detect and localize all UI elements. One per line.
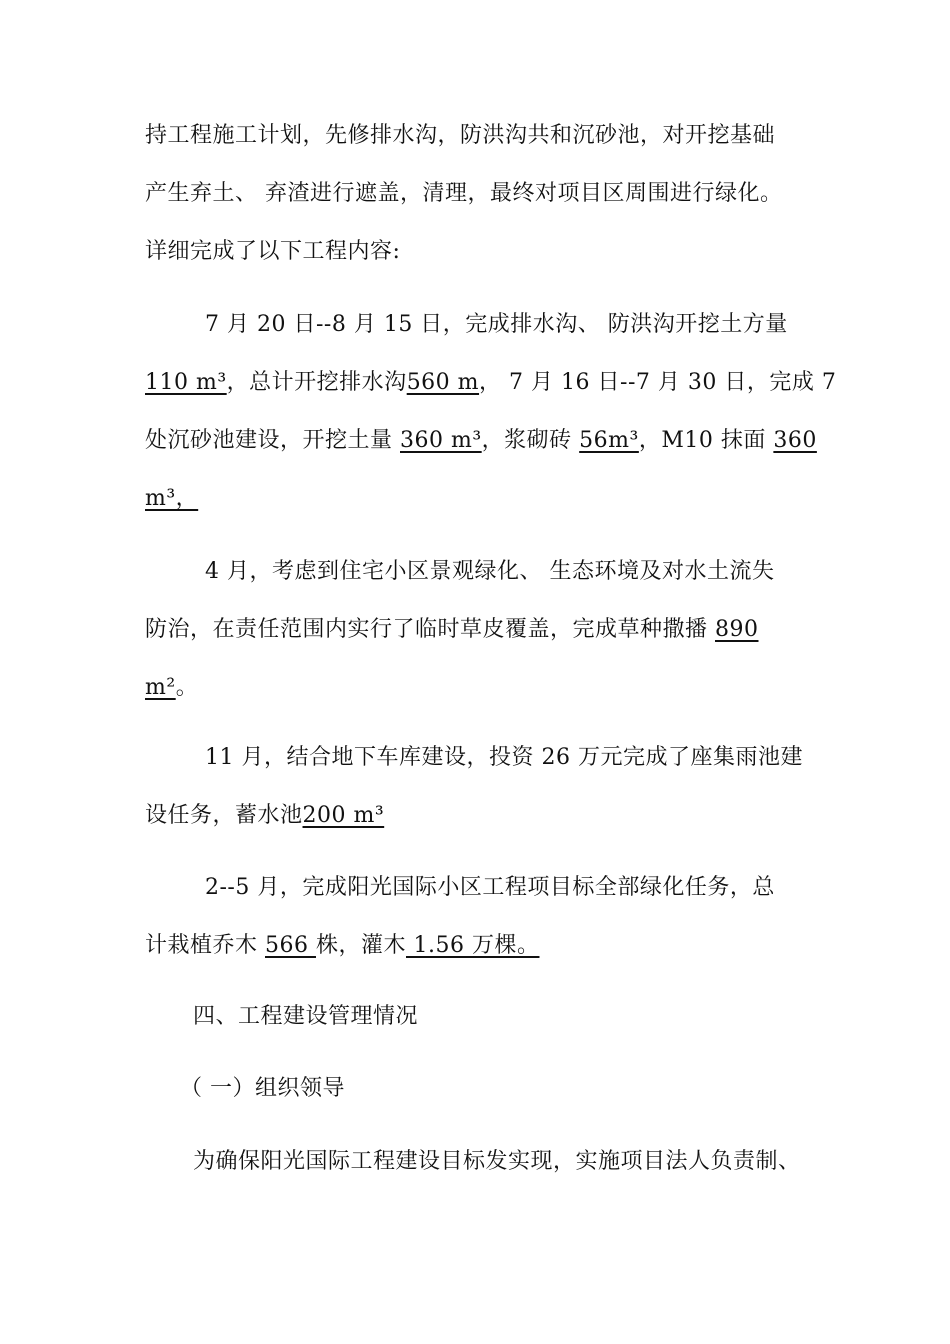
text-span: 。 xyxy=(175,675,199,700)
text-span: 计栽植乔木 xyxy=(145,933,265,958)
text-span: ， 7 月 16 日--7 月 30 日，完成 7 xyxy=(479,370,837,395)
text-span: 处沉砂池建设，开挖土量 xyxy=(145,428,400,453)
paragraph-line xyxy=(145,615,759,645)
paragraph-line: 11 月，结合地下车库建设，投资 26 万元完成了座集雨池建 xyxy=(205,745,803,770)
section-heading: 四、工程建设管理情况 xyxy=(193,1004,419,1029)
paragraph-line xyxy=(145,931,539,961)
underlined-value: 56m³ xyxy=(579,428,639,453)
text-span: 防治，在责任范围内实行了临时草皮覆盖，完成草种撒播 xyxy=(145,617,715,642)
paragraph-line: 7 月 20 日--8 月 15 日，完成排水沟、 防洪沟开挖土方量 xyxy=(205,312,788,337)
text-span: 株，灌木 xyxy=(315,933,406,958)
paragraph-line: 为确保阳光国际工程建设目标发实现，实施项目法人负责制、 xyxy=(193,1149,801,1174)
paragraph-line: 详细完成了以下工程内容: xyxy=(145,239,401,264)
paragraph-line: 产生弃土、 弃渣进行遮盖，清理，最终对项目区周围进行绿化。 xyxy=(145,181,783,206)
paragraph-line: 2--5 月，完成阳光国际小区工程项目标全部绿化任务，总 xyxy=(205,875,775,900)
paragraph-line: 持工程施工计划，先修排水沟，防洪沟共和沉砂池，对开挖基础 xyxy=(145,123,776,148)
text-span: ，M10 抹面 xyxy=(638,428,774,453)
subsection-heading: （ 一）组织领导 xyxy=(180,1076,345,1101)
paragraph-line xyxy=(145,426,817,456)
paragraph-line xyxy=(145,801,384,831)
underlined-value: 566 xyxy=(265,933,316,958)
paragraph-line: 4 月，考虑到住宅小区景观绿化、 生态环境及对水土流失 xyxy=(205,559,775,584)
underlined-value: m² xyxy=(145,675,176,700)
underlined-value: 200 m³ xyxy=(302,803,385,828)
underlined-value: 360 xyxy=(773,428,817,453)
text-span: ，浆砌砖 xyxy=(481,428,580,453)
text-span: ，总计开挖排水沟 xyxy=(226,370,407,395)
paragraph-line xyxy=(145,368,836,398)
underlined-value: m³， xyxy=(145,486,199,511)
paragraph-line xyxy=(145,484,198,514)
underlined-value: 1.56 万棵。 xyxy=(406,933,540,958)
underlined-value: 560 m xyxy=(406,370,480,395)
paragraph-line xyxy=(145,673,198,703)
underlined-value: 890 xyxy=(715,617,759,642)
underlined-value: 360 m³ xyxy=(400,428,482,453)
underlined-value: 110 m³ xyxy=(145,370,227,395)
text-span: 设任务，蓄水池 xyxy=(145,803,303,828)
